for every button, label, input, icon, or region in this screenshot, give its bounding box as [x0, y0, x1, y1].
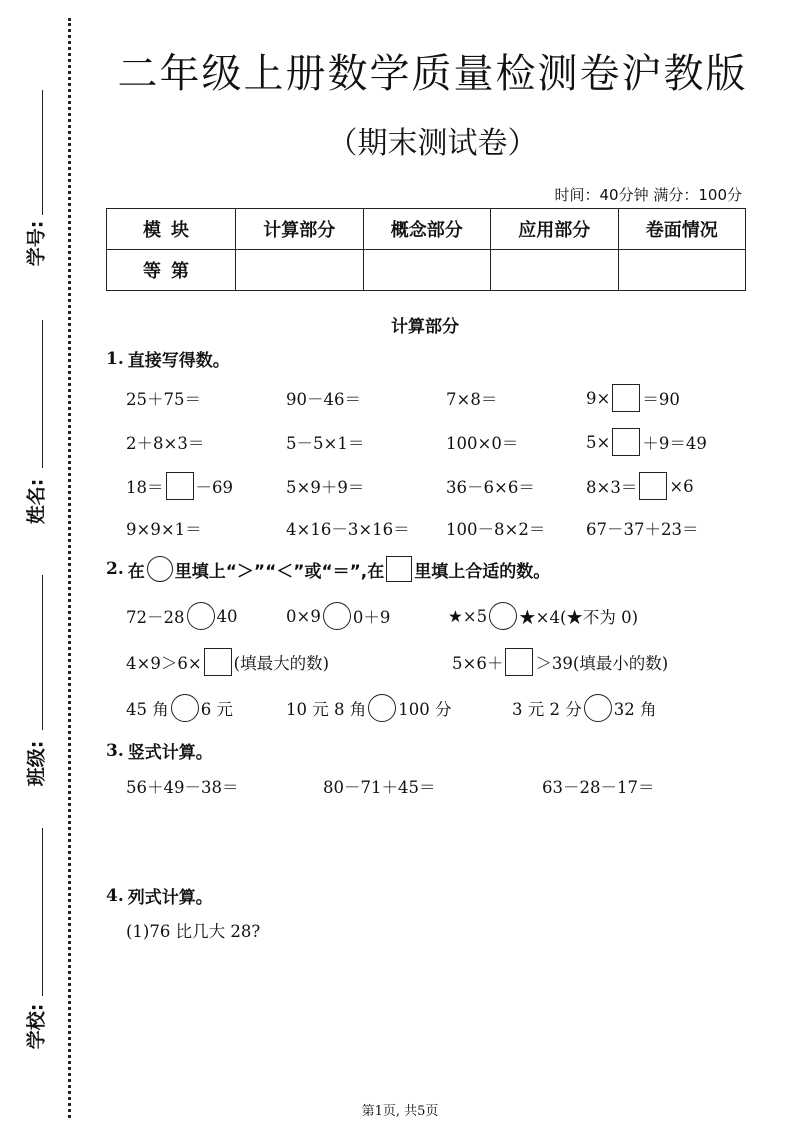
expr: 5×9＋9＝: [286, 478, 365, 497]
question-text: 竖式计算。: [127, 743, 213, 763]
expr: －69: [195, 478, 233, 497]
q3-item: [323, 770, 436, 802]
grade-cell[interactable]: [363, 250, 491, 291]
compare-circle[interactable]: [323, 602, 351, 630]
q3-item: [542, 770, 655, 802]
expr: 90－46＝: [286, 390, 361, 409]
student-id-label: 学号:: [25, 220, 48, 267]
expr: 0＋9: [352, 608, 391, 627]
expr: 45 角: [126, 700, 169, 719]
compare-circle[interactable]: [489, 602, 517, 630]
q3-item: [126, 770, 239, 802]
exam-meta: 时间：40分钟 满分：100分: [554, 186, 742, 204]
answer-box[interactable]: [612, 384, 640, 412]
student-id-line[interactable]: [42, 90, 43, 215]
class-field: [0, 575, 70, 795]
compare-circle[interactable]: [584, 694, 612, 722]
expr: ＋9＝49: [642, 434, 707, 453]
expr: 4×9＞6×: [126, 654, 202, 673]
expr: 100×0＝: [446, 434, 519, 453]
score-table-grade-row: [107, 250, 746, 291]
q2-item: [126, 692, 233, 724]
expr: 9×: [586, 388, 611, 408]
expr: 7×8＝: [446, 390, 498, 409]
answer-box[interactable]: [505, 648, 533, 676]
compare-circle[interactable]: [187, 602, 215, 630]
expr: 4×16－3×16＝: [286, 520, 410, 539]
answer-box[interactable]: [612, 428, 640, 456]
q1-item: [446, 426, 518, 458]
question-text: 列式计算。: [127, 888, 213, 908]
school-field: [0, 828, 70, 1058]
question-number: 2.: [106, 559, 124, 579]
name-field: [0, 320, 70, 540]
q1-item: [126, 512, 202, 544]
q2-item: [126, 600, 238, 632]
expr: 63－28－17＝: [542, 778, 655, 797]
expr: ＞39(填最小的数): [535, 654, 669, 673]
expr: 5×6＋: [452, 654, 504, 673]
expr: 40: [216, 606, 238, 626]
grade-cell[interactable]: [618, 250, 746, 291]
expr: ＝90: [642, 390, 680, 409]
expr: 0×9: [286, 606, 321, 626]
question-4-heading: [106, 883, 213, 908]
question-text: 直接写得数。: [127, 351, 230, 371]
q1-item: [586, 382, 680, 414]
question-3-heading: [106, 738, 213, 763]
q2-item: [512, 692, 656, 724]
q2-item: [448, 600, 638, 632]
answer-box[interactable]: [639, 472, 667, 500]
compare-circle[interactable]: [171, 694, 199, 722]
expr: 72－28: [126, 608, 185, 627]
school-line[interactable]: [42, 828, 43, 996]
grade-row-label: 等第: [107, 250, 236, 291]
q2-item: [126, 646, 329, 678]
answer-box[interactable]: [204, 648, 232, 676]
q1-item: [586, 512, 699, 544]
score-table-header-row: [107, 209, 746, 250]
question-text: 里填上“＞”“＜”或“＝”,在: [174, 561, 385, 582]
expr: 80－71＋45＝: [323, 778, 436, 797]
table-header: 模块: [107, 209, 236, 250]
expr: 8×3＝: [586, 478, 638, 497]
page-title: 二年级上册数学质量检测卷沪教版: [117, 51, 748, 97]
q1-item: [446, 382, 497, 414]
q1-item: [126, 470, 233, 502]
page-subtitle: （期末测试卷）: [327, 126, 538, 161]
table-header: 概念部分: [363, 209, 491, 250]
expr: ★×5: [448, 606, 488, 626]
expr: 18＝: [126, 478, 164, 497]
expr: (填最大的数): [233, 654, 330, 673]
class-line[interactable]: [42, 575, 43, 730]
q1-item: [286, 470, 364, 502]
expr: ★×4(★不为 0): [519, 608, 639, 627]
expr: 5－5×1＝: [286, 434, 365, 453]
q1-item: [446, 512, 545, 544]
q2-item: [286, 600, 390, 632]
expr: 100 分: [398, 700, 452, 719]
expr: 10 元 8 角: [286, 700, 367, 719]
name-line[interactable]: [42, 320, 43, 468]
circle-symbol: [147, 556, 173, 582]
q1-item: [446, 470, 535, 502]
table-header: 卷面情况: [618, 209, 746, 250]
student-id-field: [0, 90, 70, 290]
q1-item: [126, 382, 201, 414]
question-1-heading: [106, 346, 230, 371]
question-text: 里填上合适的数。: [414, 561, 551, 582]
expr: 56＋49－38＝: [126, 778, 239, 797]
expr: 9×9×1＝: [126, 520, 202, 539]
q1-item: [286, 512, 410, 544]
q1-item: [126, 426, 204, 458]
q1-item: [286, 382, 361, 414]
compare-circle[interactable]: [368, 694, 396, 722]
expr: ×6: [669, 476, 694, 496]
answer-box[interactable]: [166, 472, 194, 500]
expr: (1)76 比几大 28?: [126, 922, 261, 941]
table-header: 计算部分: [236, 209, 364, 250]
question-2-heading: [106, 556, 550, 582]
expr: 32 角: [613, 700, 657, 719]
expr: 100－8×2＝: [446, 520, 546, 539]
page-footer: 第1页, 共5页: [361, 1104, 439, 1119]
q1-item: [586, 470, 694, 502]
section-title: 计算部分: [391, 317, 459, 337]
class-label: 班级:: [25, 740, 48, 787]
q2-item: [452, 646, 668, 678]
score-table: [106, 208, 746, 291]
table-header: 应用部分: [491, 209, 619, 250]
question-text: 在: [127, 561, 145, 582]
expr: 67－37＋23＝: [586, 520, 699, 539]
question-number: 4.: [106, 885, 124, 906]
expr: 36－6×6＝: [446, 478, 535, 497]
q1-item: [586, 426, 707, 458]
grade-cell[interactable]: [491, 250, 619, 291]
name-label: 姓名:: [25, 478, 48, 525]
q4-item: [126, 914, 260, 946]
school-label: 学校:: [25, 1003, 48, 1050]
question-number: 1.: [106, 348, 124, 369]
box-symbol: [386, 556, 412, 582]
expr: 6 元: [200, 700, 233, 719]
binding-strip: [0, 0, 90, 1132]
expr: 25＋75＝: [126, 390, 201, 409]
expr: 2＋8×3＝: [126, 434, 205, 453]
grade-cell[interactable]: [236, 250, 364, 291]
question-number: 3.: [106, 740, 124, 761]
q2-item: [286, 692, 451, 724]
expr: 5×: [586, 432, 611, 452]
q1-item: [286, 426, 364, 458]
expr: 3 元 2 分: [512, 700, 582, 719]
